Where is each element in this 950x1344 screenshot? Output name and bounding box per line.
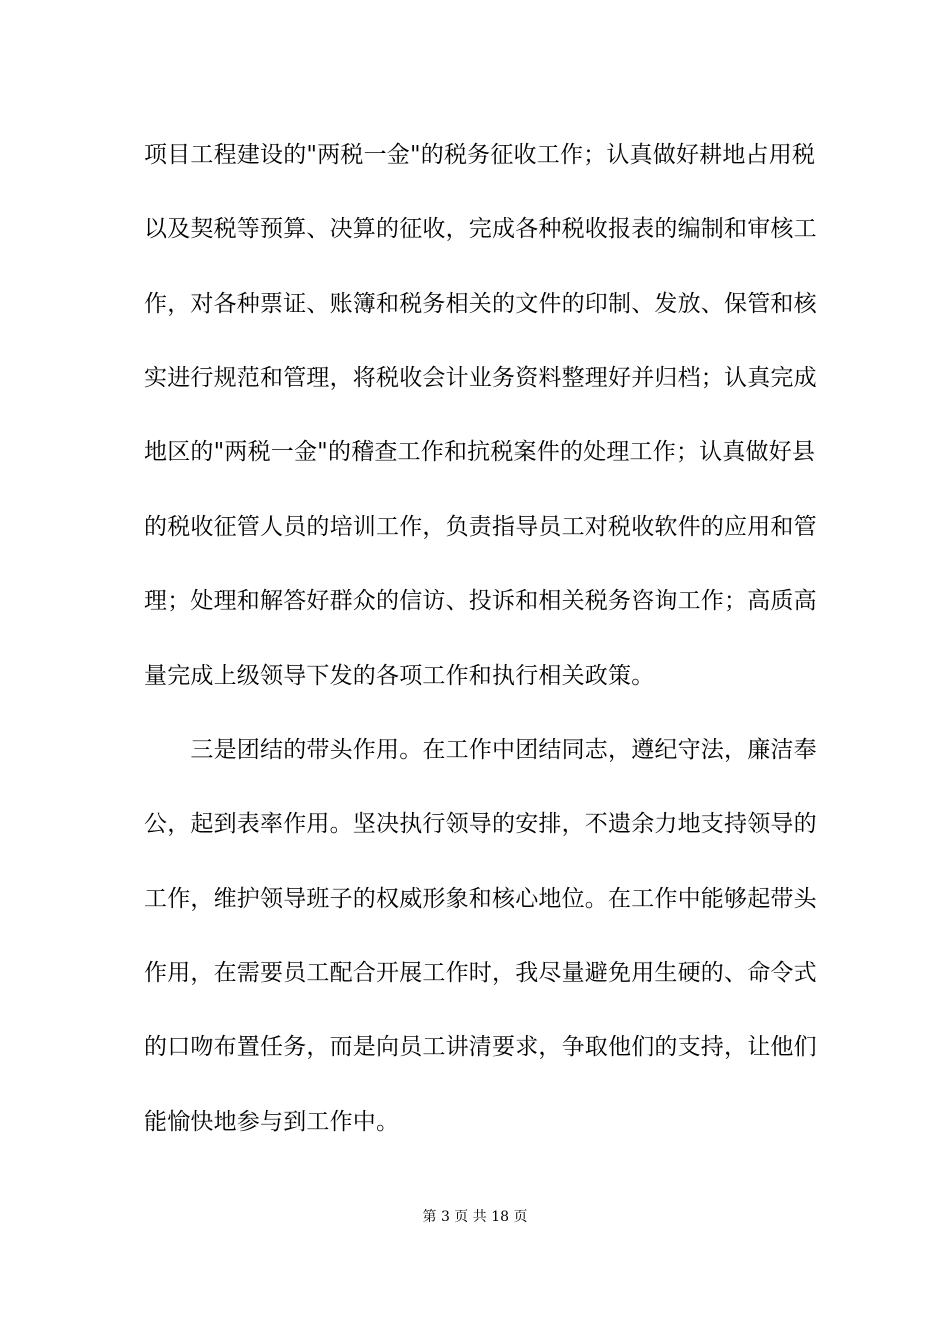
text-line: 项目工程建设的"两税一金"的税务征收工作；认真做好耕地占用税 <box>144 142 816 168</box>
text-line: 实进行规范和管理，将税收会计业务资料整理好并归档；认真完成 <box>144 365 817 391</box>
page-number: 第 3 页 共 18 页 <box>422 1209 528 1225</box>
page-footer <box>0 1208 950 1226</box>
text-line: 理；处理和解答好群众的信访、投诉和相关税务咨询工作；高质高 <box>144 588 817 614</box>
text-line: 量完成上级领导下发的各项工作和执行相关政策。 <box>144 663 655 689</box>
text-line: 作用，在需要员工配合开展工作时，我尽量避免用生硬的、命令式 <box>144 960 817 986</box>
text-line: 地区的"两税一金"的稽查工作和抗税案件的处理工作；认真做好县 <box>144 439 816 465</box>
text-line: 三是团结的带头作用。在工作中团结同志，遵纪守法，廉洁奉 <box>144 737 817 763</box>
text-line: 能愉快地参与到工作中。 <box>144 1109 400 1135</box>
text-line: 工作，维护领导班子的权威形象和核心地位。在工作中能够起带头 <box>144 886 817 912</box>
text-line: 公，起到表率作用。坚决执行领导的安排，不遗余力地支持领导的 <box>144 811 817 837</box>
text-line: 的口吻布置任务，而是向员工讲清要求，争取他们的支持，让他们 <box>144 1034 817 1060</box>
text-line: 的税收征管人员的培训工作，负责指导员工对税收软件的应用和管 <box>144 514 817 540</box>
text-line: 作，对各种票证、账簿和税务相关的文件的印制、发放、保管和核 <box>144 291 817 317</box>
text-line: 以及契税等预算、决算的征收，完成各种税收报表的编制和审核工 <box>144 216 817 242</box>
